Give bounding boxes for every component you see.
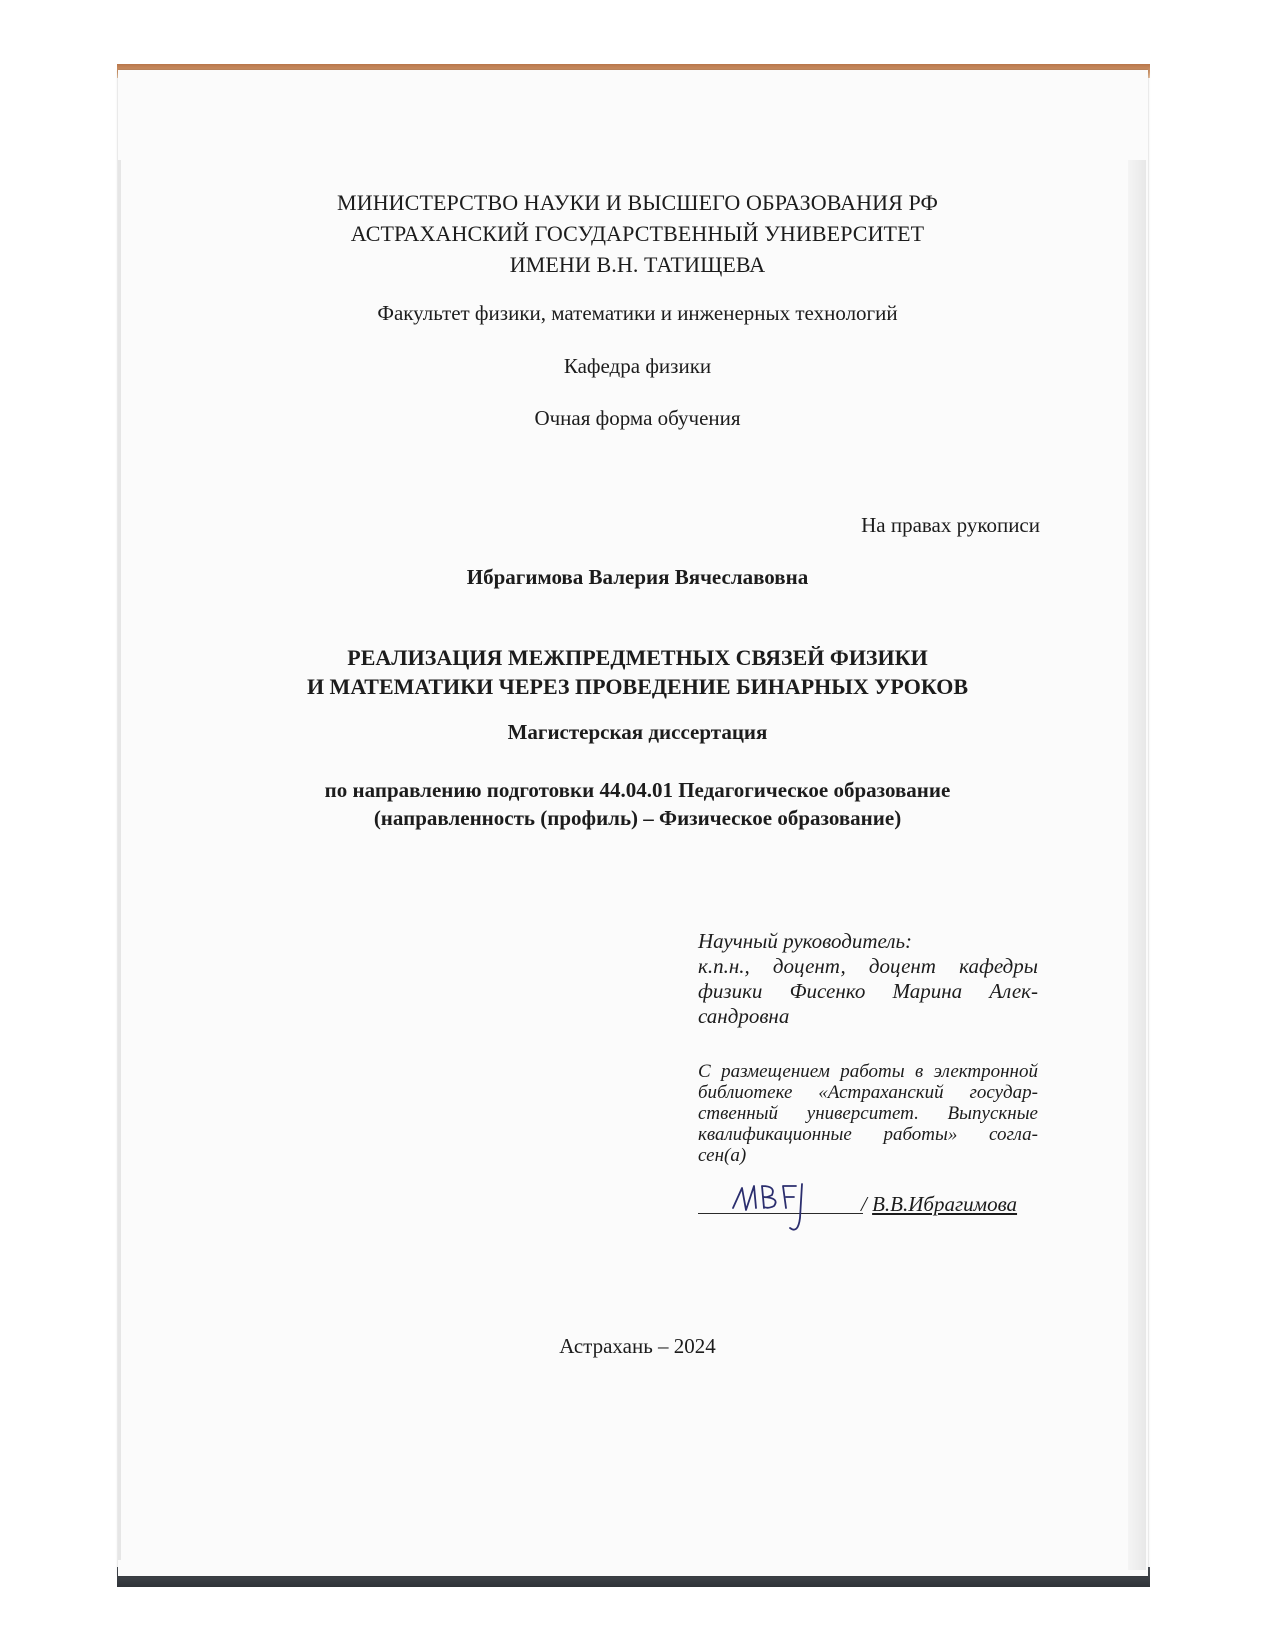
consent-line-5: сен(а)	[698, 1145, 747, 1166]
consent-line-3: ственный университет. Выпускные	[698, 1103, 1038, 1124]
thesis-title-line-1: РЕАЛИЗАЦИЯ МЕЖПРЕДМЕТНЫХ СВЯЗЕЙ ФИЗИКИ	[347, 645, 928, 670]
supervisor-block	[698, 929, 1038, 1029]
thesis-title	[0, 643, 1275, 701]
author-name: Ибрагимова Валерия Вячеславовна	[466, 565, 809, 589]
city-and-year: Астрахань – 2024	[559, 1334, 716, 1358]
signature-row	[698, 1186, 1043, 1226]
study-direction-line-1: по направлению подготовки 44.04.01 Педагогическое образование	[324, 778, 951, 802]
supervisor-line-3: сандровна	[698, 1004, 790, 1028]
university-name: АСТРАХАНСКИЙ ГОСУДАРСТВЕННЫЙ УНИВЕРСИТЕТ	[350, 221, 925, 246]
supervisor-line-1: к.п.н., доцент, доцент кафедры	[698, 954, 1038, 978]
faculty-name: Факультет физики, математики и инженерных технологий	[377, 301, 898, 325]
study-direction-line-2: (направленность (профиль) – Физическое образование)	[373, 806, 902, 830]
ministry-name: МИНИСТЕРСТВО НАУКИ И ВЫСШЕГО ОБРАЗОВАНИЯ РФ	[337, 190, 938, 215]
university-named-after: ИМЕНИ В.Н. ТАТИЩЕВА	[509, 252, 766, 277]
study-direction	[0, 776, 1275, 832]
thesis-title-line-2: И МАТЕМАТИКИ ЧЕРЕЗ ПРОВЕДЕНИЕ БИНАРНЫХ УРОКОВ	[306, 674, 969, 699]
work-type: Магистерская диссертация	[507, 720, 768, 744]
consent-line-4: квалификационные работы» согла-	[698, 1124, 1038, 1145]
study-form: Очная форма обучения	[534, 406, 741, 430]
supervisor-heading: Научный руководитель:	[698, 929, 913, 953]
signature-slash: /	[861, 1192, 867, 1216]
supervisor-line-2: физики Фисенко Марина Алек-	[698, 979, 1038, 1003]
signer-name: В.В.Ибрагимова	[872, 1192, 1018, 1216]
handwritten-signature	[728, 1178, 828, 1238]
institution-header	[0, 187, 1275, 280]
library-consent-block	[698, 1061, 1038, 1166]
department-name: Кафедра физики	[563, 354, 712, 378]
consent-line-2: библиотеке «Астраханский государ-	[698, 1082, 1038, 1103]
signer-name-field	[861, 1192, 1017, 1217]
consent-line-1: С размещением работы в электронной	[698, 1061, 1038, 1082]
manuscript-note: На правах рукописи	[861, 513, 1040, 537]
